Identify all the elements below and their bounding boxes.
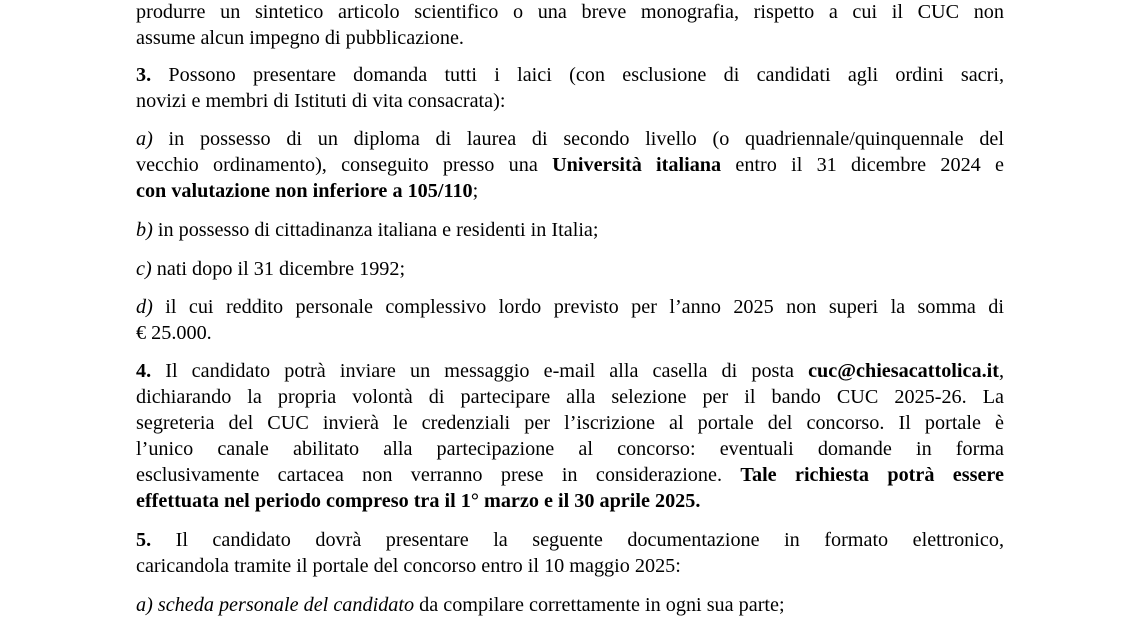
item-3a-line-1 (136, 127, 1004, 151)
item-4-line-2 (136, 385, 1004, 409)
item-4-text-4: l’unico canale abilitato alla partecipazione al concorso: eventuali domande in forma (136, 438, 1004, 460)
item-5-text-1: Il candidato dovrà presentare la seguente documentazione in formato elettronico, (151, 529, 1004, 551)
item-4-text-1: Il candidato potrà inviare un messaggio e-mail alla casella di posta (151, 360, 809, 382)
item-5-text-2: caricandola tramite il portale del concorso entro il 10 maggio 2025: (136, 555, 681, 577)
item-4-text-5: esclusivamente cartacea non verranno prese in considerazione. (136, 464, 741, 486)
item-3-number: 3. (136, 64, 152, 86)
intro-text-2: assume alcun impegno di pubblicazione. (136, 27, 464, 49)
item-4-number: 4. (136, 360, 152, 382)
item-4-text-2: dichiarando la propria volontà di partecipare alla selezione per il bando CUC 2025-26. La (136, 386, 1004, 408)
item-3a-text-3: ; (472, 180, 479, 202)
item-4-line-4 (136, 437, 1004, 461)
item-3a-line-2 (136, 153, 1004, 177)
item-3b-line (136, 218, 1004, 242)
item-3d-label: d) (136, 296, 153, 318)
item-5-line-2 (136, 554, 1004, 578)
item-5a-title: a) scheda personale del candidato (136, 594, 415, 616)
item-3d-text-2: € 25.000. (136, 322, 212, 344)
item-3b-text: in possesso di cittadinanza italiana e residenti in Italia; (152, 219, 599, 241)
item-3b-label: b) (136, 219, 153, 241)
item-4-line-3 (136, 411, 1004, 435)
item-3d-line-2 (136, 321, 1004, 345)
item-5-number: 5. (136, 529, 152, 551)
item-3a-label: a) (136, 128, 153, 150)
item-3c-text: nati dopo il 31 dicembre 1992; (151, 258, 406, 280)
item-3a-university: Università italiana (552, 154, 722, 176)
item-3d-line-1 (136, 295, 1004, 319)
item-3-text-2: novizi e membri di Istituti di vita consacrata): (136, 90, 506, 112)
item-4-line-6 (136, 489, 1004, 513)
item-3c-label: c) (136, 258, 152, 280)
item-3a-text-1: in possesso di un diploma di laurea di secondo livello (o quadriennale/quinquennale del (152, 128, 1004, 150)
item-3a-text-2: vecchio ordinamento), conseguito presso una (136, 154, 553, 176)
item-4-line-1 (136, 359, 1004, 383)
item-4-text-1b: , (998, 360, 1004, 382)
intro-text-1: produrre un sintetico articolo scientifico o una breve monografia, rispetto a cui il CUC non (136, 1, 1004, 23)
item-3-text-1: Possono presentare domanda tutti i laici (con esclusione di candidati agli ordini sacri, (151, 64, 1004, 86)
item-4-text-3: segreteria del CUC invierà le credenziali per l’iscrizione al portale del concorso. Il portale è (136, 412, 1004, 434)
intro-line-2 (136, 26, 1004, 50)
item-3a-text-2b: entro il 31 dicembre 2024 e (721, 154, 1004, 176)
item-3-line-1 (136, 63, 1004, 87)
item-4-line-5 (136, 463, 1004, 487)
item-4-deadline-2: effettuata nel periodo compreso tra il 1° marzo e il 30 aprile 2025. (136, 490, 701, 512)
item-3a-grade: con valutazione non inferiore a 105/110 (136, 180, 473, 202)
item-3c-line (136, 257, 1004, 281)
item-5a-line (136, 593, 1004, 617)
item-5-line-1 (136, 528, 1004, 552)
item-3-line-2 (136, 89, 1004, 113)
item-4-deadline-1: Tale richiesta potrà essere (740, 464, 1004, 486)
intro-line-1 (136, 0, 1004, 24)
item-5a-text: da compilare correttamente in ogni sua parte; (414, 594, 785, 616)
item-3a-line-3 (136, 179, 1004, 203)
item-3d-text-1: il cui reddito personale complessivo lordo previsto per l’anno 2025 non superi la somma di (152, 296, 1004, 318)
item-4-email: cuc@chiesacattolica.it (808, 360, 999, 382)
